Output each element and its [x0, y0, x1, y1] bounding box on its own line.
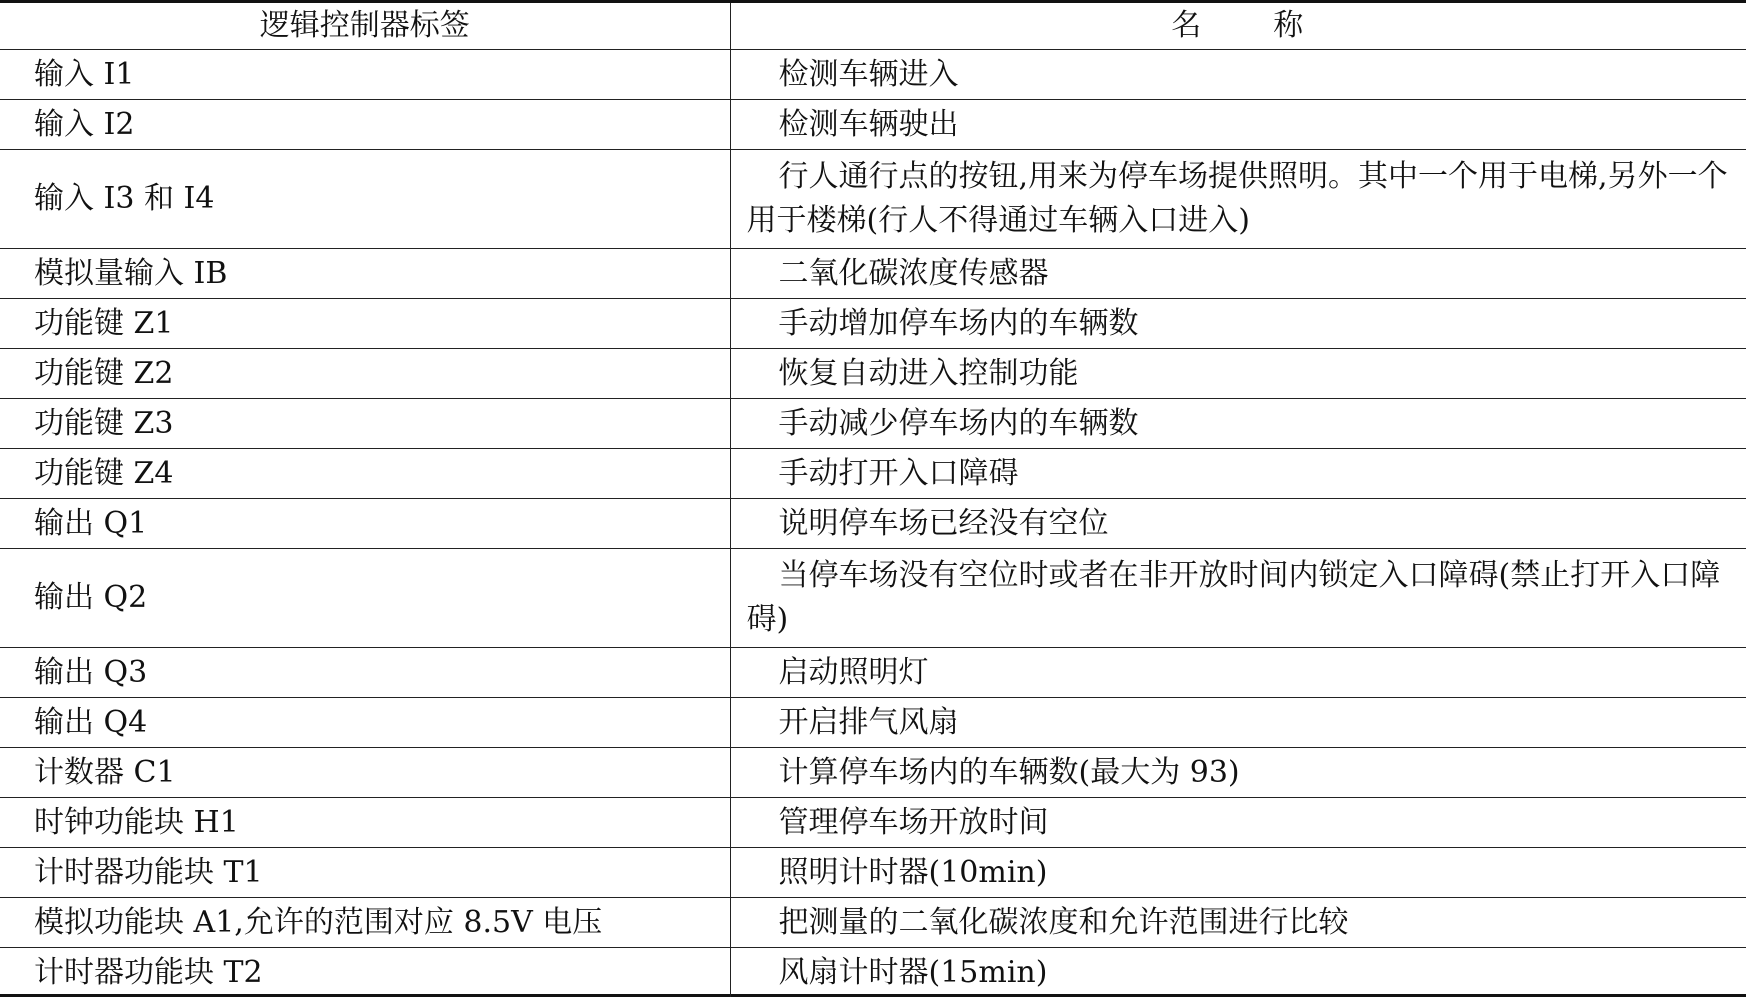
- row-label: 计时器功能块 T1: [0, 848, 730, 898]
- row-name: 手动增加停车场内的车辆数: [730, 299, 1746, 349]
- row-name: 当停车场没有空位时或者在非开放时间内锁定入口障碍(禁止打开入口障碍): [730, 549, 1746, 648]
- row-name: 手动打开入口障碍: [730, 449, 1746, 499]
- table-row: [0, 249, 1746, 299]
- row-label: 模拟功能块 A1,允许的范围对应 8.5V 电压: [0, 898, 730, 948]
- row-label: 输出 Q3: [0, 648, 730, 698]
- row-label: 时钟功能块 H1: [0, 798, 730, 848]
- row-name: 管理停车场开放时间: [730, 798, 1746, 848]
- header-name-part2: 称: [1273, 8, 1306, 43]
- header-controller-label: 逻辑控制器标签: [0, 3, 730, 50]
- table-row: [0, 449, 1746, 499]
- row-label: 功能键 Z3: [0, 399, 730, 449]
- row-label: 功能键 Z4: [0, 449, 730, 499]
- row-label: 输入 I1: [0, 50, 730, 100]
- row-name: 检测车辆进入: [730, 50, 1746, 100]
- row-label: 功能键 Z1: [0, 299, 730, 349]
- table-row: [0, 948, 1746, 997]
- row-label: 输入 I3 和 I4: [0, 150, 730, 249]
- row-label: 输出 Q4: [0, 698, 730, 748]
- row-label: 输出 Q2: [0, 549, 730, 648]
- row-label: 模拟量输入 IB: [0, 249, 730, 299]
- row-name: 计算停车场内的车辆数(最大为 93): [730, 748, 1746, 798]
- table-row: [0, 499, 1746, 549]
- row-name: 手动减少停车场内的车辆数: [730, 399, 1746, 449]
- row-name: 行人通行点的按钮,用来为停车场提供照明。其中一个用于电梯,另外一个用于楼梯(行人不得通过车辆入口进入): [730, 150, 1746, 249]
- table-row: [0, 848, 1746, 898]
- table-row: [0, 898, 1746, 948]
- row-label: 计时器功能块 T2: [0, 948, 730, 997]
- row-label: 输入 I2: [0, 100, 730, 150]
- table-row: [0, 698, 1746, 748]
- table-row: [0, 798, 1746, 848]
- table-row: [0, 349, 1746, 399]
- row-name: 启动照明灯: [730, 648, 1746, 698]
- logic-controller-table: [0, 3, 1746, 997]
- row-name: 把测量的二氧化碳浓度和允许范围进行比较: [730, 898, 1746, 948]
- row-label: 功能键 Z2: [0, 349, 730, 399]
- table-header-row: [0, 3, 1746, 50]
- table-row: [0, 150, 1746, 249]
- table-row: [0, 299, 1746, 349]
- table-row: [0, 100, 1746, 150]
- header-name: [730, 3, 1746, 50]
- table-row: [0, 50, 1746, 100]
- row-name: 开启排气风扇: [730, 698, 1746, 748]
- table-row: [0, 748, 1746, 798]
- row-label: 计数器 C1: [0, 748, 730, 798]
- row-name: 二氧化碳浓度传感器: [730, 249, 1746, 299]
- row-label: 输出 Q1: [0, 499, 730, 549]
- row-name: 检测车辆驶出: [730, 100, 1746, 150]
- row-name: 说明停车场已经没有空位: [730, 499, 1746, 549]
- table-row: [0, 648, 1746, 698]
- row-name: 风扇计时器(15min): [778, 954, 1048, 990]
- header-name-part1: 名: [1171, 8, 1204, 43]
- row-name: 恢复自动进入控制功能: [730, 349, 1746, 399]
- row-name: 照明计时器(10min): [730, 848, 1746, 898]
- table-row: [0, 549, 1746, 648]
- table-row: [0, 399, 1746, 449]
